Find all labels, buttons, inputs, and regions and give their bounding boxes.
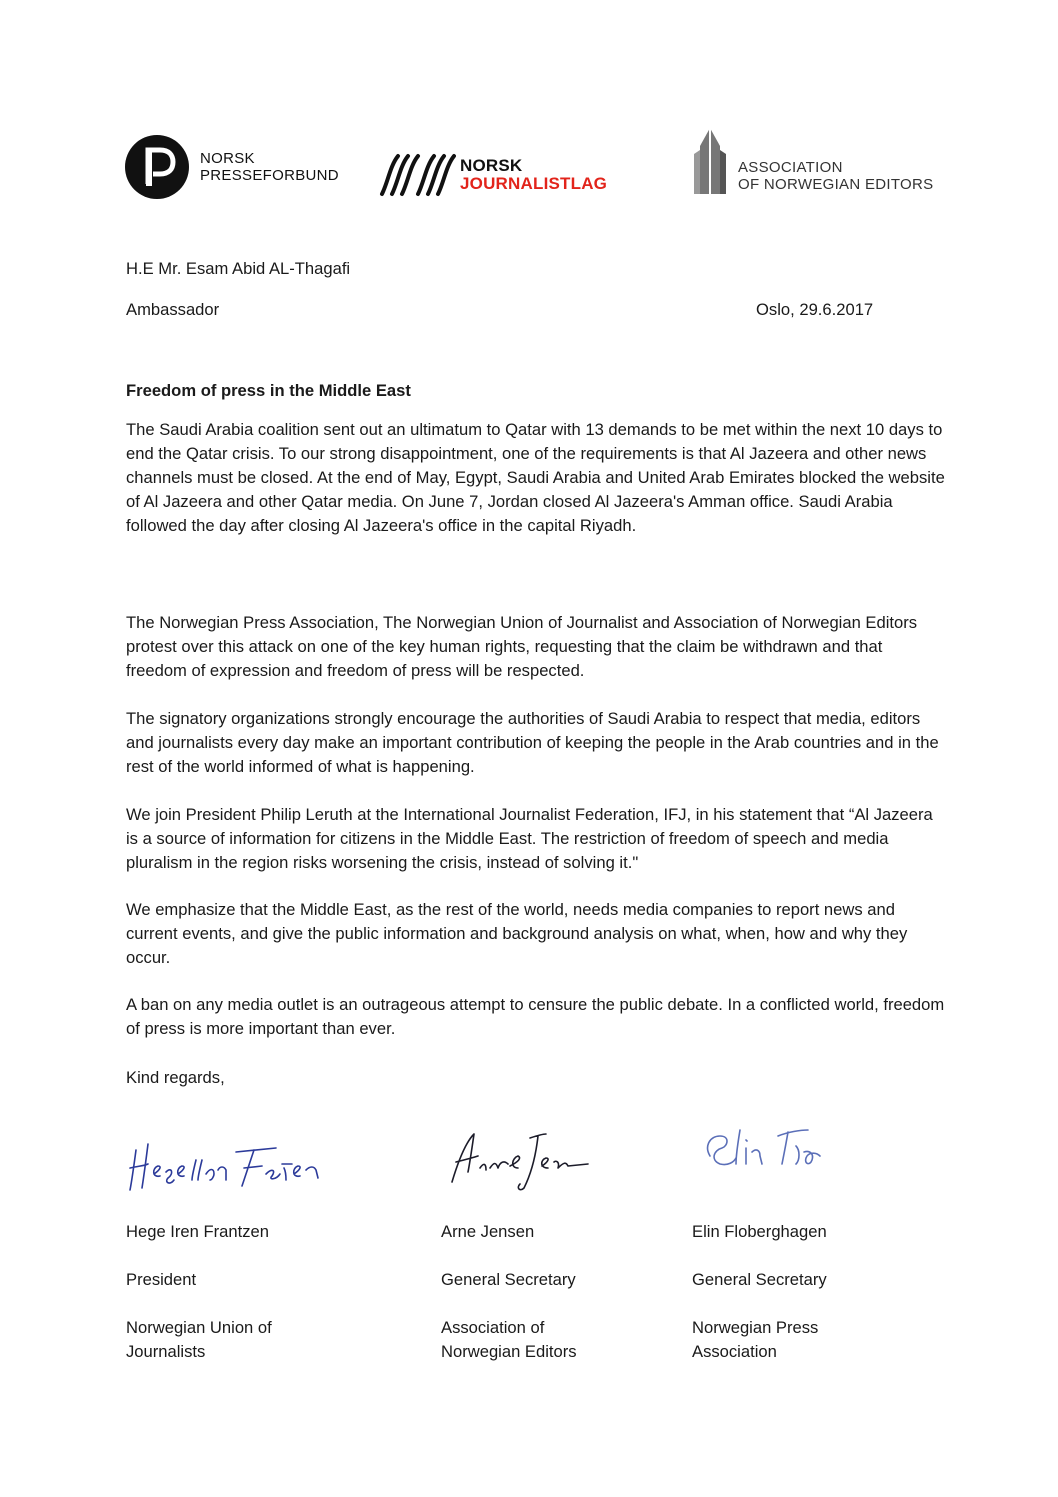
signature-elin-floberghagen	[700, 1116, 830, 1176]
signatory-name: Elin Floberghagen	[692, 1222, 827, 1241]
association-editors-logo	[688, 126, 933, 196]
logo-line: OF NORWEGIAN EDITORS	[738, 176, 934, 193]
p-monogram-icon	[124, 134, 190, 200]
stripes-icon	[378, 152, 456, 198]
signatory-organization: Norwegian Union of Journalists	[126, 1318, 272, 1361]
norsk-journalistlag-logo	[378, 152, 607, 198]
logo-line: JOURNALISTLAG	[460, 174, 608, 193]
signatory-organization: Association of Norwegian Editors	[441, 1318, 577, 1361]
letter-subject: Freedom of press in the Middle East	[126, 381, 411, 400]
recipient-name: H.E Mr. Esam Abid AL-Thagafi	[126, 259, 351, 278]
body-paragraph: A ban on any media outlet is an outrageous attempt to censure the public debate. In a conflicted world, freedom of press is more important than ever.	[126, 995, 945, 1038]
signatory-name: Hege Iren Frantzen	[126, 1222, 269, 1241]
logo-line: PRESSEFORBUND	[200, 167, 339, 184]
closing: Kind regards,	[126, 1068, 225, 1087]
signatory-title: General Secretary	[441, 1270, 576, 1289]
signature-arne-jensen	[438, 1122, 598, 1200]
logo-line: NORSK	[200, 150, 255, 167]
logo-line: ASSOCIATION	[738, 159, 843, 176]
signatory-title: President	[126, 1270, 197, 1289]
norsk-presseforbund-logo	[124, 134, 339, 200]
body-paragraph: We join President Philip Leruth at the International Journalist Federation, IFJ, in his statement that “Al Jazeera is a source of information for citizens in the Middle East. The restriction of freedom of speech and media pluralism in the region risks worsening the crisis, instead of solving it."	[126, 805, 933, 872]
signatory-organization: Norwegian Press Association	[692, 1318, 819, 1361]
body-paragraph: The Saudi Arabia coalition sent out an ultimatum to Qatar with 13 demands to be met within the next 10 days to end the Qatar crisis. To our strong disappointment, one of the requirements is that Al Jazeera and other news channels must be closed. At the end of May, Egypt, Saudi Arabia and United Arab Emirates blocked the website of Al Jazeera and other Qatar media. On June 7, Jordan closed Al Jazeera's Amman office. Saudi Arabia followed the day after closing Al Jazeera's office in the capital Riyadh.	[126, 420, 945, 535]
letterhead-logos	[118, 120, 938, 210]
signatory-name: Arne Jensen	[441, 1222, 535, 1241]
recipient-title: Ambassador	[126, 300, 220, 319]
signatory-title: General Secretary	[692, 1270, 827, 1289]
logo-line: NORSK	[460, 156, 523, 175]
body-paragraph: We emphasize that the Middle East, as the rest of the world, needs media companies to report news and current events, and give the public information and background analysis on what, when, how and why they occur.	[126, 900, 908, 967]
pen-nib-icon	[688, 126, 732, 196]
place-date: Oslo, 29.6.2017	[756, 300, 874, 319]
signature-hege-iren-frantzen	[126, 1130, 326, 1200]
body-paragraph: The signatory organizations strongly encourage the authorities of Saudi Arabia to respect that media, editors and journalists every day make an important contribution of keeping the people in the Arab countries and in the rest of the world informed of what is happening.	[126, 709, 939, 776]
body-paragraph: The Norwegian Press Association, The Norwegian Union of Journalist and Association of Norwegian Editors protest over this attack on one of the key human rights, requesting that the claim be withdrawn and that freedom of expression and freedom of press will be respected.	[126, 613, 918, 680]
